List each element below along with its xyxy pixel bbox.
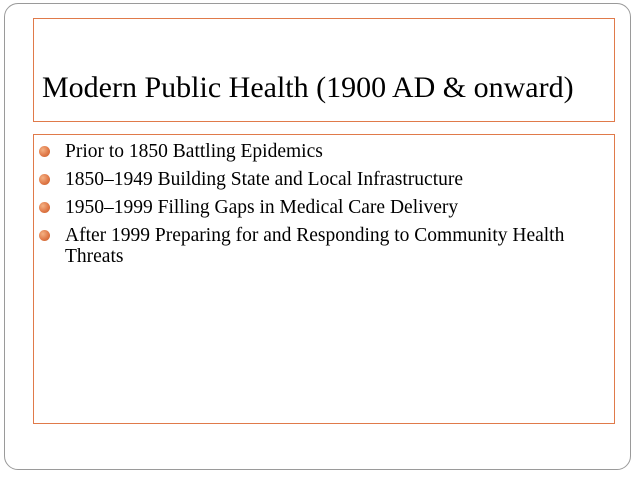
bullet-text: 1950–1999 Filling Gaps in Medical Care Delivery (65, 197, 459, 218)
bullet-item (34, 225, 604, 267)
bullet-icon (39, 230, 50, 241)
slide-frame (4, 3, 631, 470)
bullet-text: After 1999 Preparing for and Responding to Community Health Threats (65, 225, 565, 267)
bullet-text: 1850–1949 Building State and Local Infrastructure (65, 169, 464, 190)
bullet-icon (39, 202, 50, 213)
bullet-list (34, 141, 604, 274)
slide-title: Modern Public Health (1900 AD & onward) (42, 71, 574, 104)
title-placeholder (33, 18, 615, 122)
bullet-item (34, 141, 604, 162)
bullet-icon (39, 174, 50, 185)
bullet-icon (39, 146, 50, 157)
bullet-text: Prior to 1850 Battling Epidemics (65, 141, 323, 162)
bullet-item (34, 169, 604, 190)
content-placeholder (33, 134, 615, 424)
bullet-item (34, 197, 604, 218)
